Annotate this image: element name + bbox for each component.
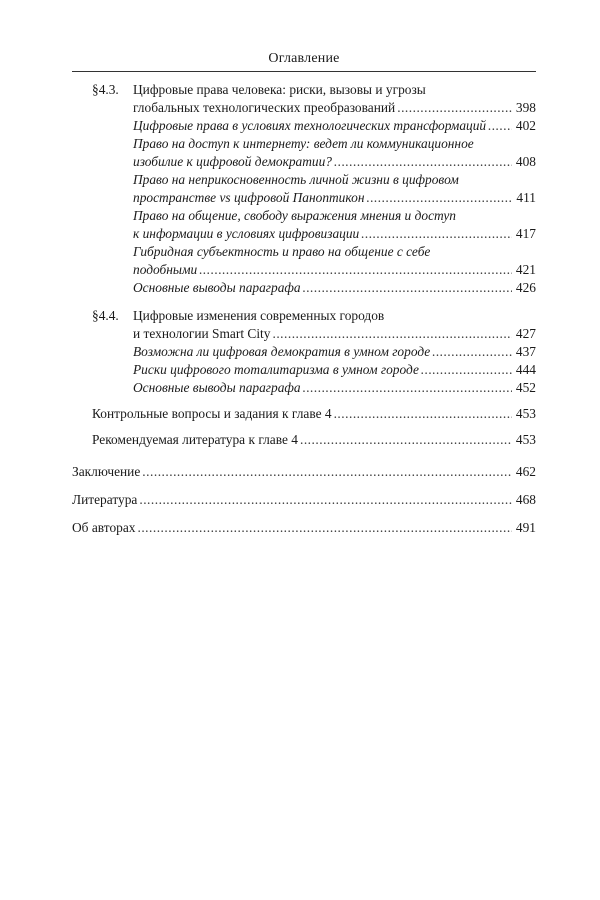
toc-entry-subsection[interactable] bbox=[133, 225, 536, 243]
subsection-title: пространстве vs цифровой Паноптикон bbox=[133, 190, 365, 205]
toc-entry-chapter-item[interactable] bbox=[92, 405, 536, 423]
page-number: 421 bbox=[515, 262, 536, 277]
toc-entry-back-matter[interactable] bbox=[72, 463, 536, 481]
page-number: 453 bbox=[515, 432, 536, 447]
subsection-title: Право на общение, свободу выражения мнения и доступ bbox=[133, 208, 456, 223]
toc-entry-subsection[interactable] bbox=[133, 343, 536, 361]
subsection-title: Риски цифрового тоталитаризма в умном городе bbox=[133, 362, 419, 377]
dot-leader bbox=[488, 117, 512, 135]
subsection-title: Возможна ли цифровая демократия в умном городе bbox=[133, 344, 431, 359]
subsection-title: Право на доступ к интернету: ведет ли коммуникационное bbox=[133, 136, 474, 151]
toc-entry-subsection[interactable] bbox=[133, 261, 536, 279]
toc-entry-section[interactable] bbox=[133, 99, 536, 117]
dot-leader bbox=[272, 325, 512, 343]
page-number: 452 bbox=[515, 380, 536, 395]
page-number: 398 bbox=[515, 100, 536, 115]
chapter-item-title: Контрольные вопросы и задания к главе 4 bbox=[92, 406, 332, 421]
section-title-line: глобальных технологических преобразований bbox=[133, 100, 396, 115]
toc-entry-subsection[interactable] bbox=[133, 189, 536, 207]
dot-leader bbox=[361, 225, 512, 243]
dot-leader bbox=[366, 189, 512, 207]
toc-entry-subsection[interactable] bbox=[133, 153, 536, 171]
subsection-title: Основные выводы параграфа bbox=[133, 280, 301, 295]
dot-leader bbox=[137, 519, 512, 537]
toc-entry-subsection[interactable] bbox=[133, 361, 536, 379]
page-number: 426 bbox=[515, 280, 536, 295]
dot-leader bbox=[303, 279, 512, 297]
page-number: 427 bbox=[515, 326, 536, 341]
subsection-title: изобилие к цифровой демократии? bbox=[133, 154, 332, 169]
back-matter-title: Об авторах bbox=[72, 520, 136, 535]
page-number: 491 bbox=[515, 520, 536, 535]
section-number: §4.4. bbox=[92, 308, 119, 323]
page-number: 468 bbox=[515, 492, 536, 507]
toc-entry-subsection[interactable] bbox=[133, 279, 536, 297]
toc-entry-back-matter[interactable] bbox=[72, 491, 536, 509]
subsection-title: Основные выводы параграфа bbox=[133, 380, 301, 395]
page-number: 437 bbox=[515, 344, 536, 359]
toc-entry-chapter-item[interactable] bbox=[92, 431, 536, 449]
section-title-line: и технологии Smart City bbox=[133, 326, 271, 341]
subsection-title: Цифровые права в условиях технологических трансформаций bbox=[133, 118, 487, 133]
dot-leader bbox=[334, 405, 512, 423]
page-number: 417 bbox=[515, 226, 536, 241]
back-matter-title: Заключение bbox=[72, 464, 141, 479]
dot-leader bbox=[334, 153, 512, 171]
dot-leader bbox=[432, 343, 512, 361]
subsection-title: к информации в условиях цифровизации bbox=[133, 226, 360, 241]
subsection-title: Право на неприкосновенность личной жизни в цифровом bbox=[133, 172, 459, 187]
back-matter-title: Литература bbox=[72, 492, 138, 507]
chapter-item-title: Рекомендуемая литература к главе 4 bbox=[92, 432, 298, 447]
page-number: 411 bbox=[516, 190, 536, 205]
toc-entry-subsection[interactable] bbox=[133, 379, 536, 397]
subsection-title: Гибридная субъектность и право на общение с себе bbox=[133, 244, 431, 259]
dot-leader bbox=[303, 379, 512, 397]
page-number: 462 bbox=[515, 464, 536, 479]
dot-leader bbox=[142, 463, 512, 481]
dot-leader bbox=[199, 261, 512, 279]
section-number: §4.3. bbox=[92, 82, 119, 97]
page-number: 453 bbox=[515, 406, 536, 421]
page-number: 444 bbox=[515, 362, 536, 377]
toc-entry-back-matter[interactable] bbox=[72, 519, 536, 537]
section-title-line: Цифровые права человека: риски, вызовы и угрозы bbox=[133, 82, 426, 97]
toc-entry-section[interactable] bbox=[133, 325, 536, 343]
page-number: 402 bbox=[515, 118, 536, 133]
dot-leader bbox=[300, 431, 512, 449]
dot-leader bbox=[397, 99, 512, 117]
dot-leader bbox=[139, 491, 512, 509]
subsection-title: подобными bbox=[133, 262, 198, 277]
toc-entry-subsection[interactable] bbox=[133, 117, 536, 135]
dot-leader bbox=[421, 361, 512, 379]
page-number: 408 bbox=[515, 154, 536, 169]
section-title-line: Цифровые изменения современных городов bbox=[133, 308, 385, 323]
running-head: Оглавление bbox=[268, 51, 340, 66]
